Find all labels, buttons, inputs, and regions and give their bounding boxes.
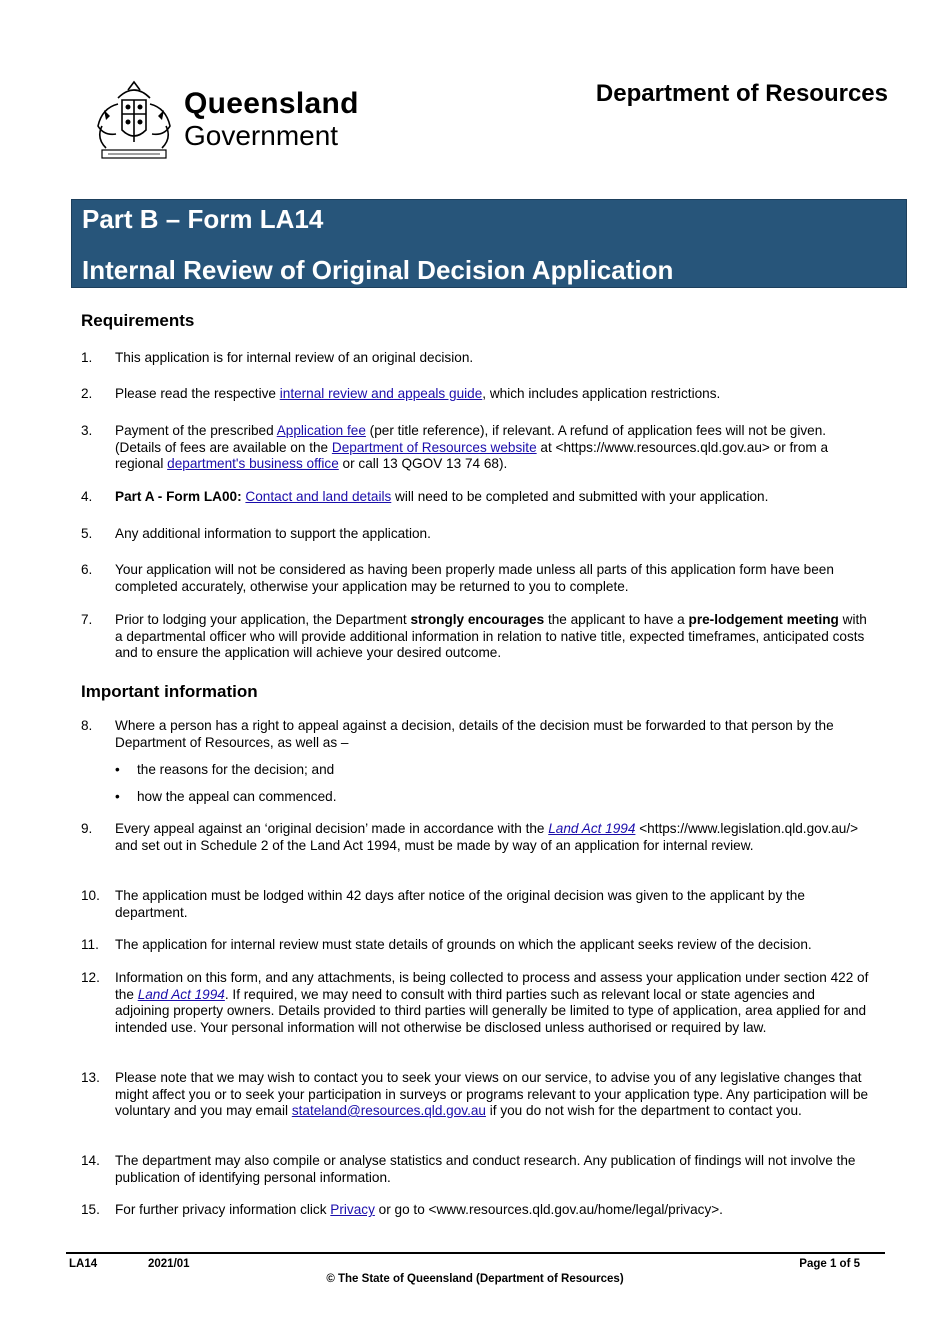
- coat-of-arms-icon: [88, 76, 180, 162]
- department-website-link[interactable]: Department of Resources website: [331, 439, 537, 455]
- footer-form-code: LA14: [69, 1258, 98, 1270]
- department-name: Department of Resources: [595, 80, 888, 107]
- list-item: 14. The department may also compile or analyse statistics and conduct research. Any publication of findings will not involve the publication of identifying personal information.: [81, 1153, 856, 1185]
- footer-page-number: Page 1 of 5: [799, 1258, 860, 1270]
- list-item: 9. Every appeal against an ‘original decision’ made in accordance with the Land Act 1994 <https://www.legislation.qld.gov.au/> and set out in Schedule 2 of the Land Act 1994, must be made by way of an application for internal review.: [81, 821, 859, 853]
- title-banner: [71, 199, 907, 288]
- form-title: Part B – Form LA14: [82, 204, 324, 234]
- business-office-link[interactable]: department's business office: [167, 456, 339, 471]
- list-item: 7. Prior to lodging your application, the Department strongly encourages the applicant to have a pre-lodgement meeting with a departmental officer who will provide additional information in relation to native title, expected timeframes, anticipated costs and to ensure the application will achieve your desired outcome.: [81, 612, 867, 660]
- logo-queensland: Queensland: [184, 86, 359, 120]
- list-item: 10. The application must be lodged within 42 days after notice of the original decision was given to the applicant by the department.: [81, 888, 805, 920]
- list-item: 8. Where a person has a right to appeal against a decision, details of the decision must be forwarded to that person by the Department of Resources, as well as –: [81, 718, 834, 750]
- logo-government: Government: [184, 119, 339, 151]
- application-fee-link[interactable]: Application fee: [276, 423, 366, 438]
- list-item: 2. Please read the respective internal review and appeals guide, which includes application restrictions.: [81, 386, 721, 401]
- list-item: 5. Any additional information to support the application.: [81, 526, 431, 541]
- queensland-government-logo: [88, 76, 359, 162]
- footer-version: 2021/01: [148, 1258, 190, 1270]
- important-info-heading: Important information: [81, 682, 258, 701]
- list-item: 11. The application for internal review must state details of grounds on which the applicant seeks review of the decision.: [81, 937, 812, 952]
- land-act-link[interactable]: Land Act 1994: [548, 821, 636, 836]
- list-item: 13. Please note that we may wish to contact you to seek your views on our service, to advise you of any legislative changes that might affect you or to seek your participation in surveys or programs relevant to your application type. Any participation will be voluntary and you may email stateland@resources.qld.gov.au if you do not wish for the department to contact you.: [81, 1070, 869, 1118]
- list-item: 1. This application is for internal review of an original decision.: [81, 350, 474, 365]
- bullet-item: • how the appeal can commenced.: [115, 789, 337, 804]
- form-subtitle: Internal Review of Original Decision Application: [82, 255, 674, 285]
- footer-copyright: © The State of Queensland (Department of Resources): [326, 1273, 624, 1285]
- list-item: 3. Payment of the prescribed Application fee (per title reference), if relevant. A refund of application fees will not be given. (Details of fees are available on the Department of Resources website at <https://www.resources.qld.gov.au> or from a regional department's business office or call 13 QGOV 13 74 68).: [81, 423, 829, 471]
- list-item: 4. Part A - Form LA00: Contact and land details will need to be completed and submitted with your application.: [81, 489, 769, 504]
- requirements-heading: Requirements: [81, 311, 195, 330]
- list-item: 12. Information on this form, and any attachments, is being collected to process and assess your application under section 422 of the Land Act 1994. If required, we may need to consult with third parties such as relevant local or state agencies and adjoining property owners. Details provided to third parties will generally be limited to type of application, area applied for and intended use. Your personal information will not otherwise be disclosed unless authorised or required by law.: [81, 970, 869, 1035]
- contact-land-details-link[interactable]: Contact and land details: [245, 489, 392, 504]
- footer-divider: [66, 1252, 885, 1254]
- bullet-item: • the reasons for the decision; and: [115, 762, 335, 777]
- land-act-link[interactable]: Land Act 1994: [137, 986, 225, 1002]
- privacy-link[interactable]: Privacy: [330, 1202, 375, 1217]
- list-item: 15. For further privacy information click Privacy or go to <www.resources.qld.gov.au/home/legal/privacy>.: [81, 1202, 723, 1217]
- appeals-guide-link[interactable]: internal review and appeals guide: [279, 386, 483, 401]
- list-item: 6. Your application will not be considered as having been properly made unless all parts of this application form have been completed accurately, otherwise your application may be returned to you to complete.: [81, 562, 834, 594]
- email-link[interactable]: stateland@resources.qld.gov.au: [291, 1103, 486, 1118]
